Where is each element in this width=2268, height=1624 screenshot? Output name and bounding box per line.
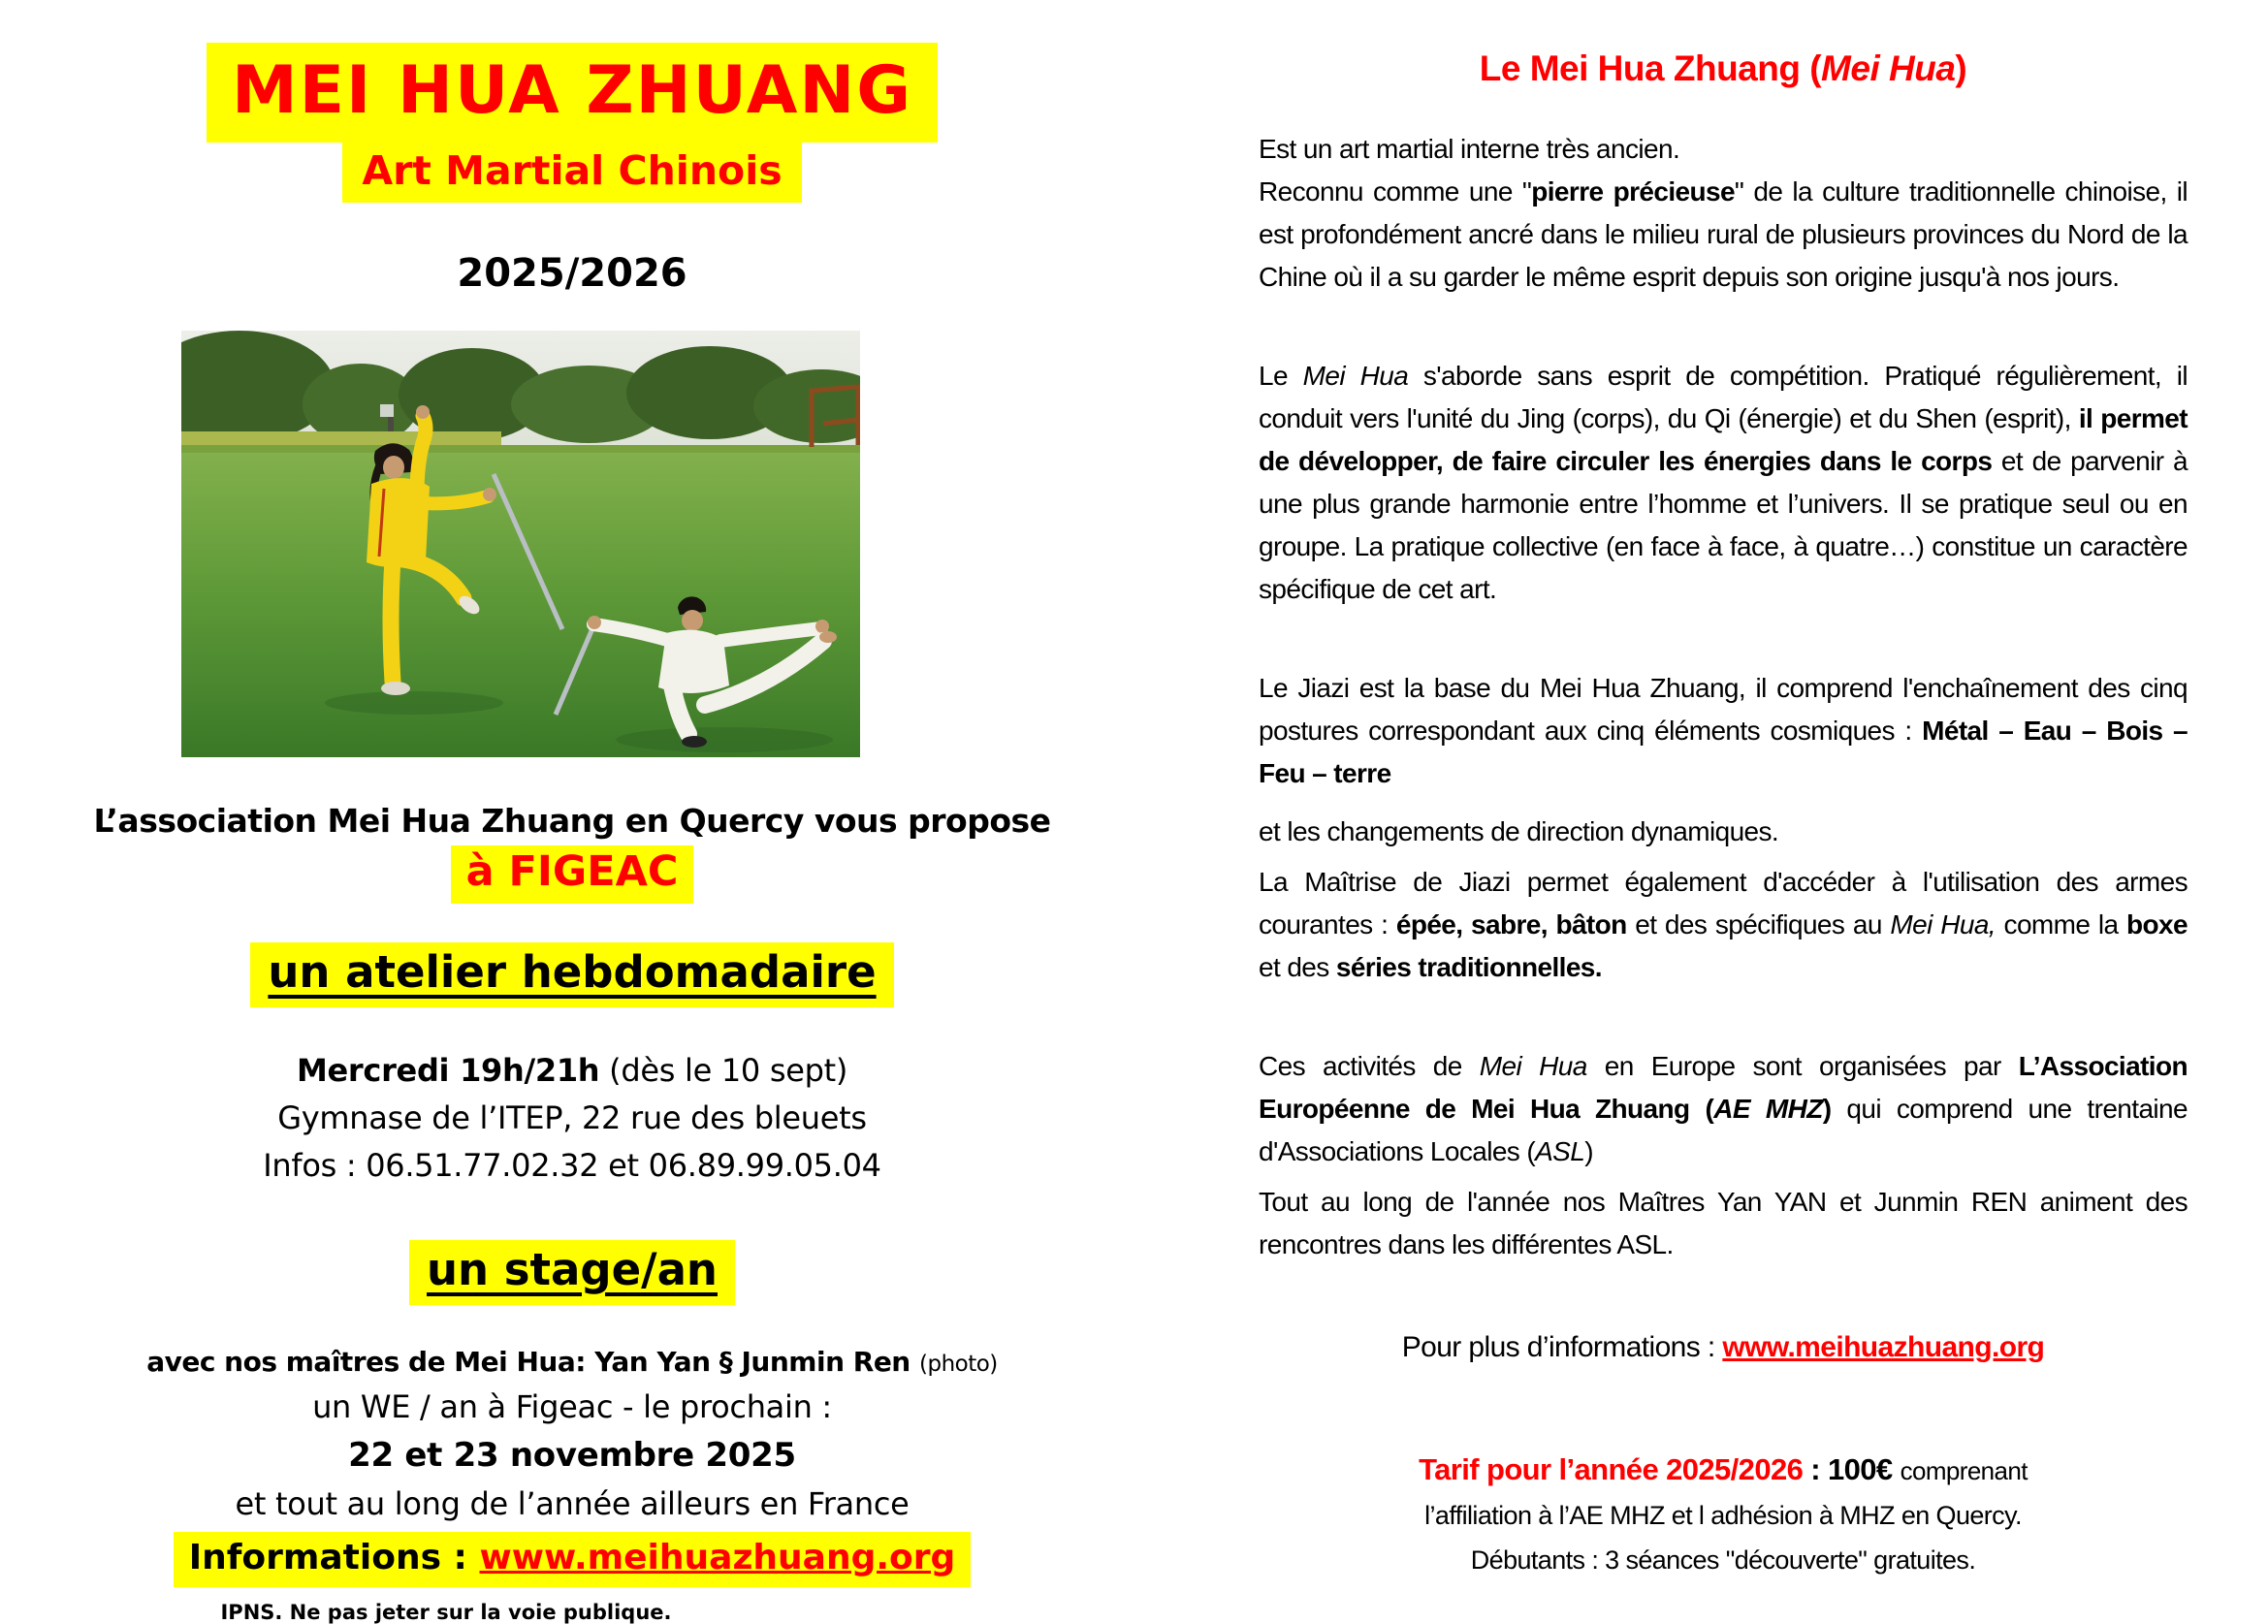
stage-heading-row xyxy=(87,1240,1057,1305)
text-segment: Tarif pour l’année 2025/2026 xyxy=(1419,1452,1804,1486)
meihuazhuang-link[interactable]: www.meihuazhuang.org xyxy=(479,1538,956,1577)
stage-heading: un stage/an xyxy=(409,1240,735,1305)
paragraph-competition xyxy=(1259,355,2188,611)
text-segment: (photo) xyxy=(919,1352,998,1377)
stage-masters xyxy=(87,1346,1057,1378)
workshop-place: Gymnase de l’ITEP, 22 rue des bleuets xyxy=(277,1099,867,1136)
left-panel xyxy=(87,0,1057,1624)
text-segment: Informations : xyxy=(188,1538,480,1577)
text-segment: Mei Hua xyxy=(1821,48,1956,88)
text-segment: et de parvenir à une plus grande harmonie entre l’homme et l’univers. Il se pratique seul ou en groupe. La pratique collective (en face à face, à quatre…) constitue un caractère spécifique de cet art. xyxy=(1259,446,2188,604)
text-segment: Reconnu comme une " xyxy=(1259,176,1532,207)
informations-highlight xyxy=(174,1532,972,1587)
text-segment: ) xyxy=(1955,48,1967,88)
paragraph-maitres xyxy=(1259,1181,2188,1266)
subtitle-row xyxy=(87,143,1057,203)
title-row xyxy=(87,43,1057,143)
text-segment: s'aborde sans esprit de compétition. Pratiqué régulièrement, il conduit vers l'unité du Jing (corps), du Qi (énergie) et du Shen (esprit), xyxy=(1259,361,2188,433)
ipns-footer: IPNS. Ne pas jeter sur la voie publique. xyxy=(220,1601,672,1624)
text-segment: Ces activités de xyxy=(1259,1051,1480,1081)
workshop-schedule xyxy=(87,1052,1057,1089)
text-segment: comprenant xyxy=(1900,1456,2028,1485)
text-segment: ) xyxy=(1584,1136,1593,1166)
stage-elsewhere: et tout au long de l’année ailleurs en France xyxy=(235,1485,910,1522)
workshop-heading-row xyxy=(87,942,1057,1007)
text-segment: et des spécifiques au xyxy=(1626,909,1891,939)
stage-date: 22 et 23 novembre 2025 xyxy=(348,1436,796,1475)
text-segment: Tout au long de l'année nos Maîtres Yan YAN et Junmin REN animent des rencontres dans les différentes ASL. xyxy=(1259,1187,2188,1259)
text-segment: pierre précieuse xyxy=(1531,176,1735,207)
text-segment: ) xyxy=(1822,1094,1832,1124)
text-segment: boxe xyxy=(2126,909,2188,939)
paragraph-jiazi xyxy=(1259,667,2188,795)
paragraph-maitrise xyxy=(1259,861,2188,989)
workshop-phone-infos: Infos : 06.51.77.02.32 et 06.89.99.05.04 xyxy=(263,1147,881,1184)
text-segment: ASL xyxy=(1535,1136,1585,1166)
right-panel xyxy=(1259,0,2188,1581)
text-segment: qui comprend une trentaine d'Associations Locales ( xyxy=(1259,1094,2188,1166)
paragraph-pierre-precieuse xyxy=(1259,171,2188,299)
meihuazhuang-link[interactable]: www.meihuazhuang.org xyxy=(1722,1331,2045,1363)
association-proposal-text: L’association Mei Hua Zhuang en Quercy vous propose xyxy=(93,802,1051,840)
informations-row xyxy=(87,1532,1057,1587)
text-segment: Le xyxy=(1259,361,1303,391)
tarif-debutants: Débutants : 3 séances "découverte" gratuites. xyxy=(1470,1545,1976,1575)
text-segment: séries traditionnelles. xyxy=(1335,952,1602,982)
text-segment: 100€ xyxy=(1828,1452,1901,1486)
figeac-row xyxy=(87,845,1057,904)
paragraph-changements xyxy=(1259,811,2188,853)
text-segment: Métal – Eau – Bois – Feu – terre xyxy=(1259,716,2188,788)
text-segment: Mei Hua, xyxy=(1890,909,1996,939)
text-segment: avec nos maîtres de Mei Hua: Yan Yan § Junmin Ren xyxy=(146,1346,919,1378)
text-segment: comme la xyxy=(1996,909,2127,939)
photo-martial-artists xyxy=(181,331,860,757)
text-segment: (dès le 10 sept) xyxy=(599,1052,848,1089)
right-heading xyxy=(1259,48,2188,89)
text-segment: AE MHZ xyxy=(1713,1094,1823,1124)
text-segment: Le Jiazi est la base du Mei Hua Zhuang, il comprend l'enchaînement des cinq postures correspondant aux cinq éléments cosmiques : xyxy=(1259,673,2188,746)
text-segment: Pour plus d’informations : xyxy=(1401,1331,1723,1363)
text-segment: Le Mei Hua Zhuang ( xyxy=(1479,48,1822,88)
text-segment: et les changements de direction dynamiques. xyxy=(1259,816,1779,846)
text-segment: Mercredi 19h/21h xyxy=(296,1052,600,1089)
text-segment: " de la culture traditionnelle chinoise, il est profondément ancré dans le milieu rural de plusieurs provinces du Nord de la Chine où il a su garder le même esprit depuis son origine jusqu'à nos jours. xyxy=(1259,176,2188,292)
stage-weekend: un WE / an à Figeac - le prochain : xyxy=(312,1388,832,1425)
paragraph-ancien xyxy=(1259,128,2188,171)
season-label: 2025/2026 xyxy=(457,251,687,296)
text-segment: L’Association Européenne de Mei Hua Zhuang ( xyxy=(1259,1051,2188,1124)
text-segment: en Europe sont organisées par xyxy=(1586,1051,2019,1081)
text-segment: Mei Hua xyxy=(1302,361,1409,391)
martial-arts-photo-illustration xyxy=(181,331,860,757)
text-segment: Est un art martial interne très ancien. xyxy=(1259,134,1680,164)
text-segment: Mei Hua xyxy=(1479,1051,1587,1081)
tarif-affiliation: l’affiliation à l’AE MHZ et l adhésion à MHZ en Quercy. xyxy=(1424,1501,2022,1530)
page-subtitle: Art Martial Chinois xyxy=(342,143,801,203)
text-segment: La Maîtrise de Jiazi permet également d'accéder à l'utilisation des armes courantes : xyxy=(1259,867,2188,939)
page-title: MEI HUA ZHUANG xyxy=(207,43,938,143)
more-info-line xyxy=(1259,1326,2188,1369)
text-segment: : xyxy=(1803,1452,1828,1486)
location-highlight: à FIGEAC xyxy=(451,845,694,904)
tarif-line xyxy=(1259,1449,2188,1492)
workshop-heading: un atelier hebdomadaire xyxy=(250,942,893,1007)
text-segment: il permet de développer, de faire circuler les énergies dans le corps xyxy=(1259,403,2188,476)
text-segment: et des xyxy=(1259,952,1336,982)
paragraph-activites xyxy=(1259,1045,2188,1173)
text-segment: épée, sabre, bâton xyxy=(1395,909,1627,939)
